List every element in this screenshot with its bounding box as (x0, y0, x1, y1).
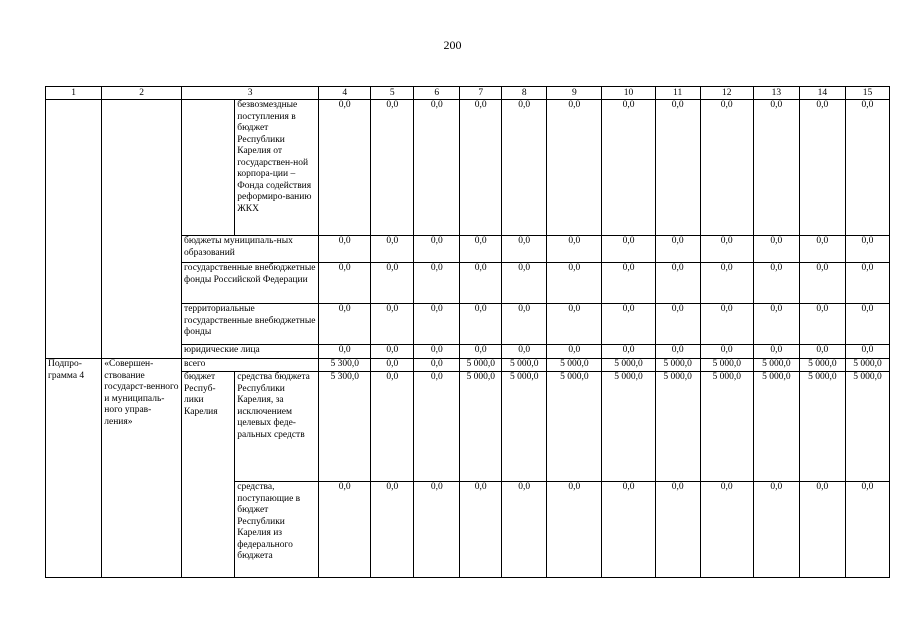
header-cell: 12 (700, 87, 753, 100)
value-cell: 0,0 (460, 100, 502, 236)
value-cell: 0,0 (655, 263, 700, 304)
budget-table (45, 86, 890, 578)
value-cell: 0,0 (319, 482, 371, 578)
value-cell: 0,0 (845, 482, 889, 578)
funding-source-label: юридические лица (182, 345, 319, 359)
value-cell: 0,0 (502, 304, 547, 345)
value-cell: 0,0 (414, 359, 460, 372)
value-cell: 5 300,0 (319, 359, 371, 372)
value-cell: 0,0 (319, 304, 371, 345)
header-cell: 13 (753, 87, 799, 100)
value-cell: 0,0 (460, 263, 502, 304)
value-cell: 0,0 (602, 100, 655, 236)
header-cell: 5 (371, 87, 414, 100)
value-cell: 0,0 (414, 304, 460, 345)
header-cell: 4 (319, 87, 371, 100)
budget-group-cell: бюджет Респуб-лики Карелия (182, 372, 235, 578)
value-cell: 0,0 (460, 345, 502, 359)
value-cell: 0,0 (460, 236, 502, 263)
header-cell: 11 (655, 87, 700, 100)
value-cell: 5 000,0 (845, 359, 889, 372)
value-cell: 5 000,0 (700, 372, 753, 482)
value-cell: 0,0 (845, 304, 889, 345)
header-cell: 7 (460, 87, 502, 100)
value-cell: 0,0 (547, 236, 602, 263)
value-cell: 0,0 (414, 372, 460, 482)
name-cell-empty (102, 100, 182, 359)
value-cell: 0,0 (371, 372, 414, 482)
value-cell: 5 000,0 (799, 359, 845, 372)
status-cell-empty (46, 100, 102, 359)
value-cell: 0,0 (502, 345, 547, 359)
value-cell: 0,0 (602, 263, 655, 304)
value-cell: 0,0 (460, 482, 502, 578)
value-cell: 0,0 (799, 345, 845, 359)
value-cell: 0,0 (845, 236, 889, 263)
value-cell: 0,0 (700, 263, 753, 304)
header-cell: 14 (799, 87, 845, 100)
status-cell: Подпро-грамма 4 (46, 359, 102, 578)
value-cell: 0,0 (753, 100, 799, 236)
funding-source-label: территориальные государственные внебюджетные фонды (182, 304, 319, 345)
value-cell: 0,0 (845, 100, 889, 236)
value-cell: 0,0 (319, 263, 371, 304)
value-cell: 5 000,0 (700, 359, 753, 372)
value-cell: 0,0 (799, 482, 845, 578)
value-cell: 0,0 (700, 100, 753, 236)
table-row (46, 359, 890, 372)
value-cell: 0,0 (502, 236, 547, 263)
value-cell: 5 000,0 (655, 372, 700, 482)
header-cell: 3 (182, 87, 319, 100)
value-cell: 0,0 (655, 345, 700, 359)
table-row (46, 100, 890, 236)
value-cell: 0,0 (414, 236, 460, 263)
funding-source-label: средства бюджета Республики Карелия, за исключением целевых феде-ральных средств (235, 372, 319, 482)
value-cell: 0,0 (753, 263, 799, 304)
value-cell: 0,0 (753, 304, 799, 345)
value-cell: 5 000,0 (547, 372, 602, 482)
value-cell: 0,0 (414, 482, 460, 578)
header-cell: 2 (102, 87, 182, 100)
value-cell: 0,0 (319, 345, 371, 359)
value-cell: 0,0 (799, 100, 845, 236)
value-cell: 0,0 (371, 345, 414, 359)
value-cell: 0,0 (753, 482, 799, 578)
value-cell: 0,0 (753, 236, 799, 263)
value-cell: 0,0 (700, 345, 753, 359)
value-cell: 0,0 (753, 345, 799, 359)
value-cell: 0,0 (371, 236, 414, 263)
header-cell: 10 (602, 87, 655, 100)
value-cell: 0,0 (414, 345, 460, 359)
value-cell: 0,0 (414, 263, 460, 304)
value-cell: 0,0 (602, 236, 655, 263)
value-cell: 0,0 (319, 100, 371, 236)
header-cell: 9 (547, 87, 602, 100)
funding-source-label: государственные внебюджетные фонды Российской Федерации (182, 263, 319, 304)
value-cell: 0,0 (547, 263, 602, 304)
value-cell: 0,0 (319, 236, 371, 263)
program-name-cell: «Совершен-ствование государст-венного и муниципаль-ного управ-ления» (102, 359, 182, 578)
page-number: 200 (443, 38, 462, 52)
value-cell: 0,0 (799, 304, 845, 345)
funding-source-label: средства, поступающие в бюджет Республики Карелия из федерального бюджета (235, 482, 319, 578)
header-cell: 6 (414, 87, 460, 100)
value-cell: 0,0 (700, 482, 753, 578)
value-cell: 0,0 (502, 263, 547, 304)
value-cell: 5 000,0 (655, 359, 700, 372)
value-cell: 0,0 (655, 100, 700, 236)
value-cell: 0,0 (602, 304, 655, 345)
value-cell: 0,0 (502, 482, 547, 578)
value-cell: 0,0 (845, 345, 889, 359)
funding-source-label: безвозмездные поступления в бюджет Республики Карелия от государствен-ной корпора-ции – Фонда содействия реформиро-ванию ЖКХ (235, 100, 319, 236)
value-cell: 5 000,0 (460, 359, 502, 372)
value-cell: 0,0 (799, 236, 845, 263)
value-cell: 0,0 (371, 359, 414, 372)
value-cell: 5 000,0 (602, 359, 655, 372)
group-cell-empty (182, 100, 235, 236)
value-cell: 0,0 (602, 482, 655, 578)
value-cell: 0,0 (547, 345, 602, 359)
value-cell: 0,0 (547, 482, 602, 578)
value-cell: 5 000,0 (845, 372, 889, 482)
value-cell: 5 000,0 (602, 372, 655, 482)
value-cell: 0,0 (502, 100, 547, 236)
header-cell: 8 (502, 87, 547, 100)
funding-source-label: всего (182, 359, 319, 372)
value-cell: 5 000,0 (753, 359, 799, 372)
header-cell: 15 (845, 87, 889, 100)
value-cell: 0,0 (371, 482, 414, 578)
value-cell: 0,0 (655, 304, 700, 345)
value-cell: 0,0 (845, 263, 889, 304)
value-cell: 0,0 (655, 236, 700, 263)
value-cell: 0,0 (414, 100, 460, 236)
value-cell: 5 000,0 (460, 372, 502, 482)
value-cell: 5 000,0 (753, 372, 799, 482)
value-cell: 0,0 (460, 304, 502, 345)
value-cell: 0,0 (371, 304, 414, 345)
value-cell: 0,0 (371, 100, 414, 236)
value-cell: 5 000,0 (502, 372, 547, 482)
header-cell: 1 (46, 87, 102, 100)
value-cell: 0,0 (547, 100, 602, 236)
value-cell: 5 000,0 (502, 359, 547, 372)
value-cell: 0,0 (799, 263, 845, 304)
value-cell: 0,0 (547, 304, 602, 345)
header-row (46, 87, 890, 100)
value-cell: 0,0 (602, 345, 655, 359)
value-cell: 0,0 (700, 236, 753, 263)
funding-source-label: бюджеты муниципаль-ных образований (182, 236, 319, 263)
value-cell: 5 300,0 (319, 372, 371, 482)
value-cell: 5 000,0 (547, 359, 602, 372)
value-cell: 0,0 (371, 263, 414, 304)
value-cell: 0,0 (655, 482, 700, 578)
value-cell: 5 000,0 (799, 372, 845, 482)
value-cell: 0,0 (700, 304, 753, 345)
